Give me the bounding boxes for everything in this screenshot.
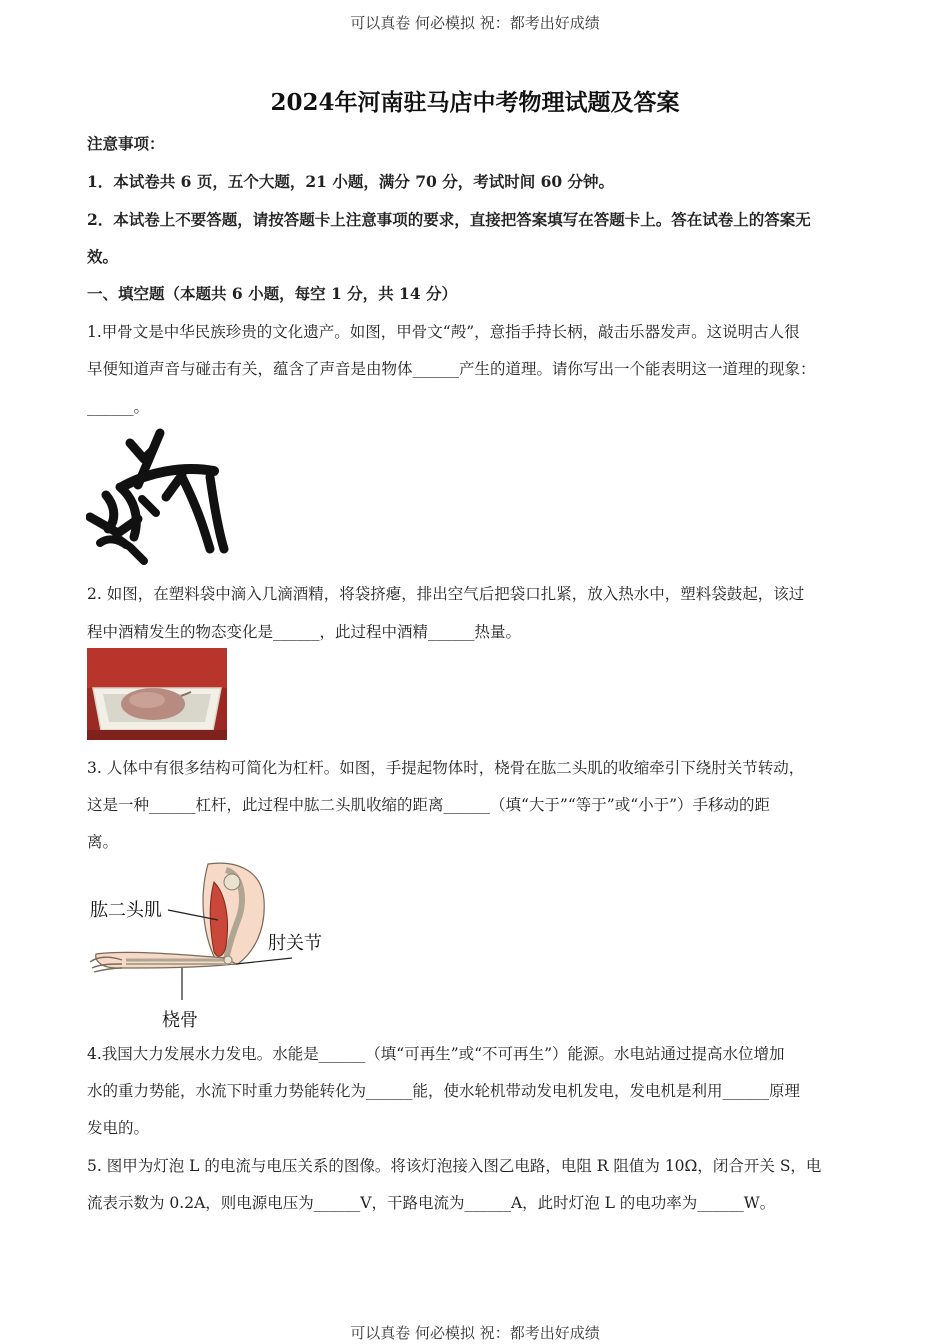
plastic-bag-photo (87, 648, 227, 740)
q1-text-2: 早便知道声音与碰击有关，蕴含了声音是由物体______产生的道理。请你写出一个能表明这一道理的现象： (87, 360, 816, 378)
notice-item-2: 2．本试卷上不要答题，请按答题卡上注意事项的要求，直接把答案填写在答题卡上。答在试卷上的答案无 (87, 210, 811, 229)
q3-text-1: 3. 人体中有很多结构可简化为杠杆。如图，手提起物体时，桡骨在肱二头肌的收缩牵引下绕肘关节转动， (87, 759, 805, 777)
label-radius: 桡骨 (162, 1010, 198, 1031)
notice-item-1: 1．本试卷共 6 页，五个大题，21 小题，满分 70 分，考试时间 60 分钟。 (87, 172, 615, 191)
q4-text-3: 发电的。 (87, 1119, 150, 1137)
q5-text-1: 5. 图甲为灯泡 L 的电流与电压关系的图像。将该灯泡接入图乙电路，电阻 R 阻值为 10Ω，闭合开关 S，电 (87, 1157, 822, 1175)
page-footer: 可以真卷 何必模拟 祝：都考出好成绩 (350, 1324, 600, 1342)
label-biceps: 肱二头肌 (90, 900, 162, 921)
q3-text-3: 离。 (87, 833, 119, 851)
page-header: 可以真卷 何必模拟 祝：都考出好成绩 (350, 14, 600, 32)
q5-text-2: 流表示数为 0.2A，则电源电压为______V，干路电流为______A，此时灯泡 L 的电功率为______W。 (87, 1194, 776, 1212)
notice-item-2-cont: 效。 (87, 247, 119, 266)
section-heading: 一、填空题（本题共 6 小题，每空 1 分，共 14 分） (87, 284, 458, 303)
label-elbow-joint: 肘关节 (268, 933, 322, 954)
q4-text-1: 4.我国大力发展水力发电。水能是______（填“可再生”或“不可再生”）能源。水电站通过提高水位增加 (87, 1045, 785, 1063)
page-title: 2024年河南驻马店中考物理试题及答案 (270, 89, 680, 116)
q2-text-2: 程中酒精发生的物态变化是______，此过程中酒精______热量。 (87, 623, 522, 641)
oracle-bone-character-image (86, 425, 232, 565)
q1-text-1: 1.甲骨文是中华民族珍贵的文化遗产。如图，甲骨文“殸”，意指手持长柄，敲击乐器发声。这说明古人很 (87, 323, 800, 341)
q1-text-3: ______。 (87, 398, 150, 416)
notice-heading: 注意事项： (87, 134, 165, 153)
q4-text-2: 水的重力势能，水流下时重力势能转化为______能，使水轮机带动发电机发电，发电机是利用______原理 (87, 1082, 801, 1100)
q3-text-2: 这是一种______杠杆，此过程中肱二头肌收缩的距离______（填“大于”“等于”或“小于”）手移动的距 (87, 796, 771, 814)
q2-text-1: 2. 如图，在塑料袋中滴入几滴酒精，将袋挤瘪，排出空气后把袋口扎紧，放入热水中，塑料袋鼓起，该过 (87, 585, 805, 603)
